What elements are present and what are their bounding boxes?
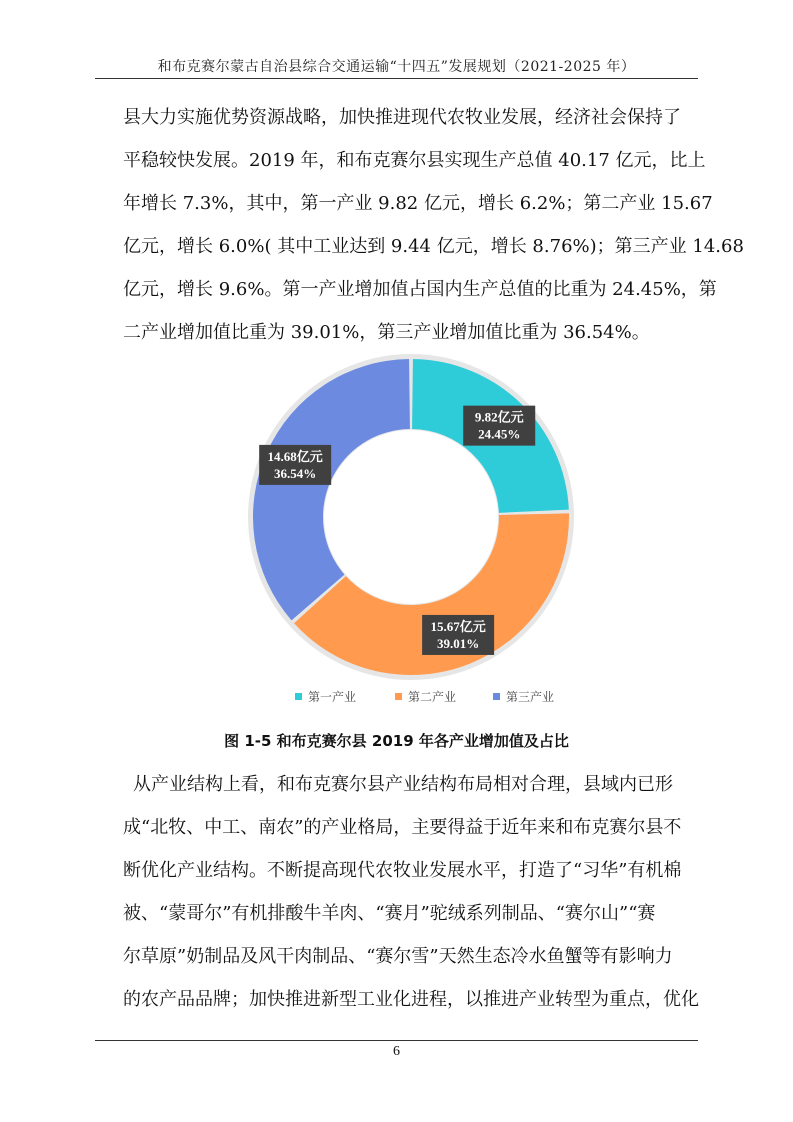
paragraph-line: 尔草原”奶制品及风干肉制品、“赛尔雪”天然生态冷水鱼蟹等有影响力 xyxy=(123,946,673,967)
paragraph-line: 断优化产业结构。不断提高现代农牧业发展水平，打造了“习华”有机棉 xyxy=(123,860,682,881)
body-paragraph-1 xyxy=(123,96,744,354)
legend-item-tertiary xyxy=(493,688,554,705)
data-label-value: 14.68亿元 xyxy=(267,448,323,464)
data-label-percent: 39.01% xyxy=(436,635,480,651)
data-label-2 xyxy=(422,615,494,655)
page-number: 6 xyxy=(393,1044,400,1059)
header-divider xyxy=(95,78,698,79)
legend-label: 第一产业 xyxy=(308,690,357,704)
footer-divider xyxy=(95,1040,698,1041)
legend-swatch xyxy=(395,693,402,700)
data-label-3 xyxy=(259,445,331,485)
paragraph-line: 年增长 7.3%，其中，第一产业 9.82 亿元，增长 6.2%；第二产业 15.67 xyxy=(123,193,713,214)
paragraph-line: 平稳较快发展。2019 年，和布克赛尔县实现生产总值 40.17 亿元，比上 xyxy=(123,150,706,171)
legend-label: 第二产业 xyxy=(408,690,457,704)
paragraph-line: 的农产品品牌；加快推进新型工业化进程，以推进产业转型为重点，优化 xyxy=(123,989,699,1010)
legend-swatch xyxy=(295,693,302,700)
body-paragraph-2 xyxy=(123,763,698,1021)
paragraph-line: 亿元，增长 9.6%。第一产业增加值占国内生产总值的比重为 24.45%，第 xyxy=(123,279,717,300)
data-label-value: 15.67亿元 xyxy=(430,618,486,634)
data-label-percent: 36.54% xyxy=(274,465,317,481)
data-label-value: 9.82亿元 xyxy=(474,409,524,425)
donut-slice-3 xyxy=(253,359,410,620)
legend-item-primary xyxy=(295,688,356,705)
donut-chart xyxy=(203,350,623,720)
paragraph-line: 县大力实施优势资源战略，加快推进现代农牧业发展，经济社会保持了 xyxy=(123,107,681,128)
legend-label: 第三产业 xyxy=(506,690,555,704)
paragraph-line: 亿元，增长 6.0%( 其中工业达到 9.44 亿元，增长 8.76%)；第三产业 14.68 xyxy=(123,236,744,257)
chart-legend xyxy=(295,688,575,708)
paragraph-line: 被、“蒙哥尔”有机排酸牛羊肉、“赛月”驼绒系列制品、“赛尔山”“赛 xyxy=(123,903,656,924)
running-header: 和布克赛尔蒙古自治县综合交通运输“十四五”发展规划（2021-2025 年） xyxy=(157,59,636,75)
paragraph-line: 从产业结构上看，和布克赛尔县产业结构布局相对合理，县域内已形 xyxy=(133,774,673,795)
legend-item-secondary xyxy=(395,688,456,705)
donut-chart-svg xyxy=(203,350,623,720)
data-label-percent: 24.45% xyxy=(478,426,521,442)
paragraph-line: 成“北牧、中工、南农”的产业格局，主要得益于近年来和布克赛尔县不 xyxy=(123,817,682,838)
legend-swatch xyxy=(493,693,500,700)
data-label-1 xyxy=(463,406,535,446)
figure-caption: 图 1-5 和布克赛尔县 2019 年各产业增加值及占比 xyxy=(224,732,569,750)
paragraph-line: 二产业增加值比重为 39.01%，第三产业增加值比重为 36.54%。 xyxy=(123,322,650,343)
